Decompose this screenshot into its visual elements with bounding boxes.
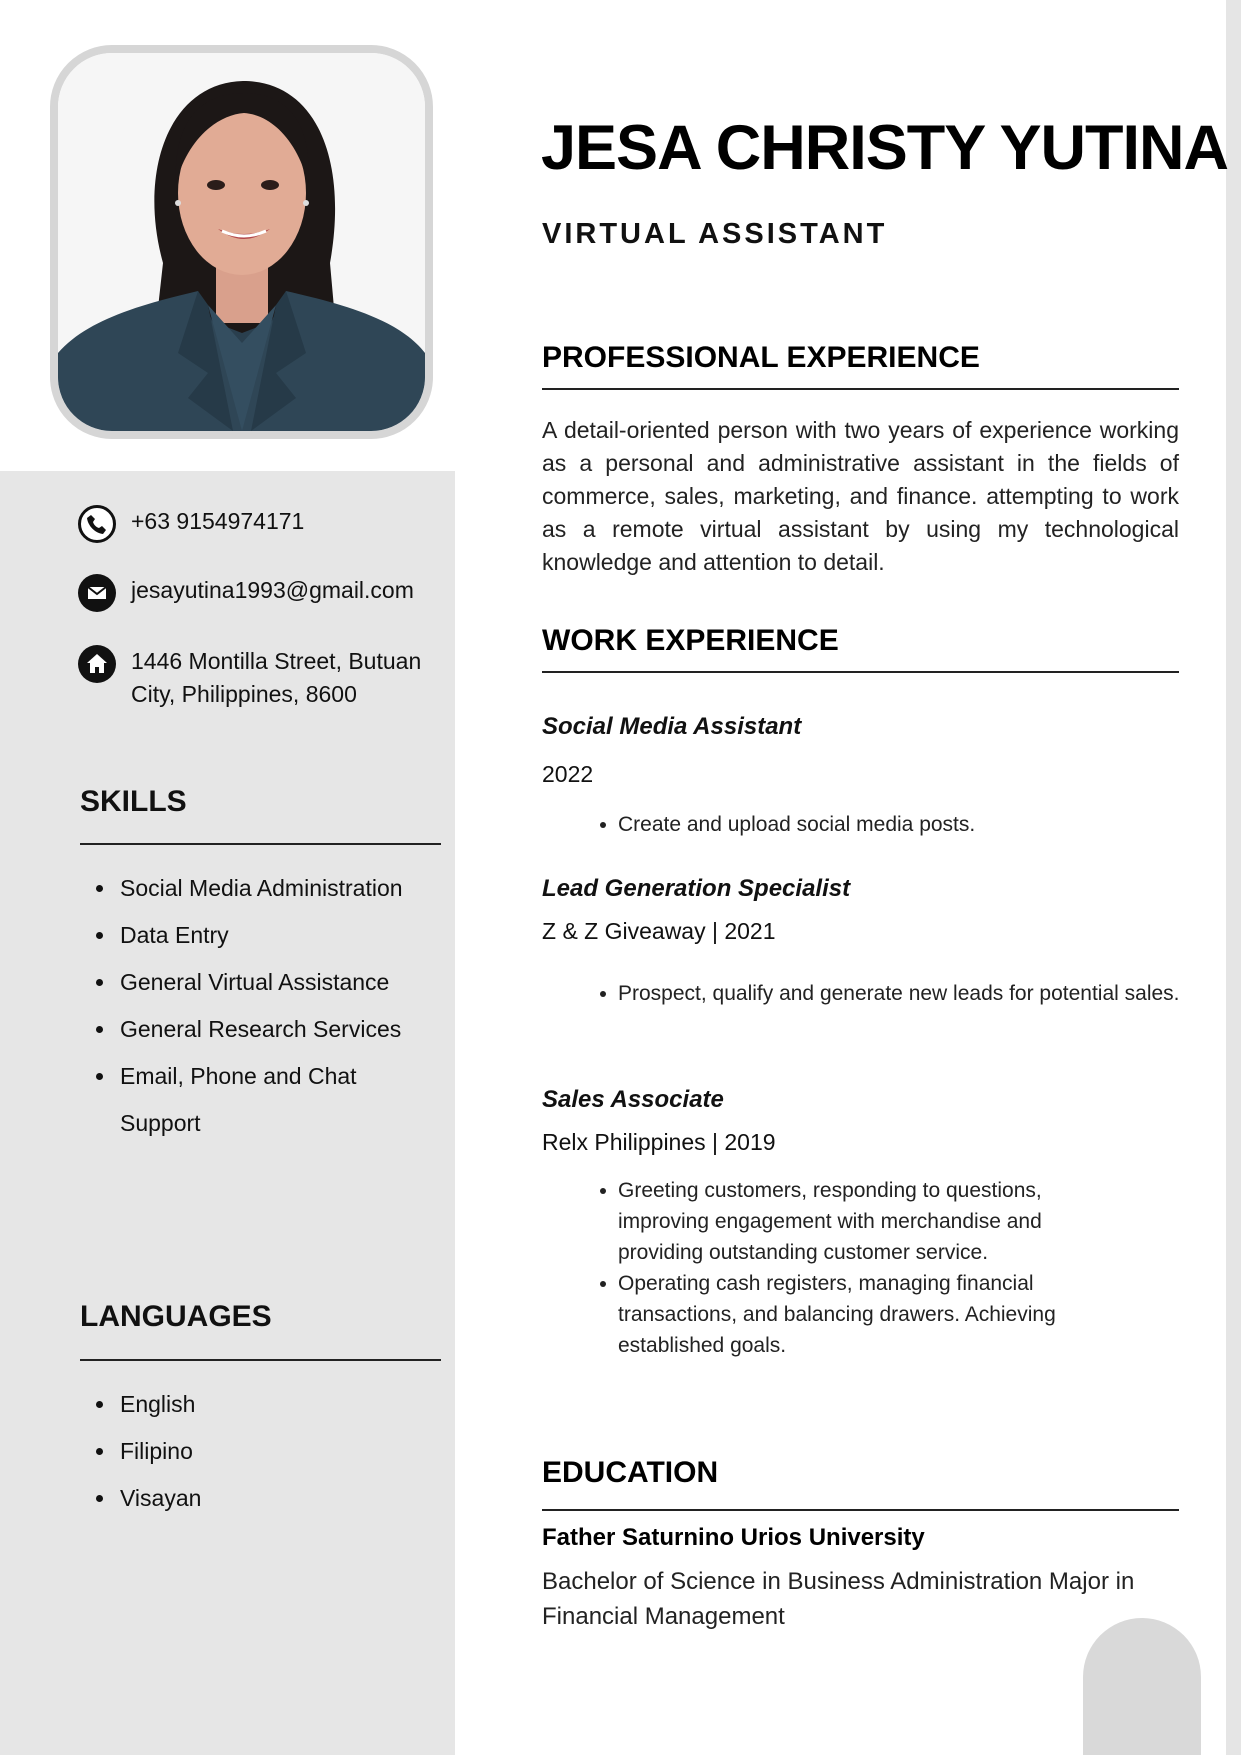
professional-experience-heading: PROFESSIONAL EXPERIENCE — [542, 341, 980, 374]
right-edge-strip — [1226, 0, 1241, 1755]
languages-divider — [80, 1359, 441, 1361]
contact-address — [78, 645, 438, 745]
phone-number[interactable]: +63 9154974171 — [131, 508, 305, 534]
job-bullets — [600, 972, 1180, 1016]
email-address[interactable]: jesayutina1993@gmail.com — [131, 577, 414, 603]
portrait-illustration — [58, 53, 425, 431]
job-bullet: Prospect, qualify and generate new leads for potential sales. — [600, 972, 1180, 1016]
education-heading: EDUCATION — [542, 1456, 719, 1489]
degree: Bachelor of Science in Business Administration Major in Financial Management — [542, 1568, 1135, 1630]
language-item: English — [80, 1381, 440, 1428]
job-meta: Z & Z Giveaway | 2021 — [542, 918, 776, 944]
job-bullets — [600, 803, 1180, 847]
skills-divider — [80, 843, 441, 845]
professional-experience-divider — [542, 388, 1179, 390]
job-meta: 2022 — [542, 761, 594, 787]
work-experience-divider — [542, 671, 1179, 673]
job-title: Lead Generation Specialist — [542, 875, 851, 902]
languages-heading: LANGUAGES — [80, 1300, 272, 1333]
home-icon — [78, 645, 116, 683]
home-address: 1446 Montilla Street, Butuan City, Philippines, 8600 — [131, 648, 422, 707]
skill-item: General Research Services — [80, 1006, 440, 1053]
language-item: Filipino — [80, 1428, 440, 1475]
skills-heading: SKILLS — [80, 785, 187, 818]
candidate-name: JESA CHRISTY YUTINA — [541, 113, 1228, 183]
job-bullet: Operating cash registers, managing financial transactions, and balancing drawers. Achieving established goals. — [600, 1268, 1100, 1361]
mail-icon — [78, 574, 116, 612]
contact-email — [78, 574, 438, 614]
skill-item: General Virtual Assistance — [80, 959, 440, 1006]
job-meta: Relx Philippines | 2019 — [542, 1129, 776, 1155]
languages-list — [80, 1381, 440, 1522]
job-title: Social Media Assistant — [542, 713, 802, 740]
profile-photo — [50, 45, 433, 439]
professional-summary: A detail-oriented person with two years of experience working as a personal and administrative assistant in the fields of commerce, sales, marketing, and finance. attempting to work as a remote virtual assistant by using my technological knowledge and attention to detail. — [542, 417, 1179, 575]
job-bullet: Greeting customers, responding to questions, improving engagement with merchandise and providing outstanding customer service. — [600, 1175, 1100, 1268]
phone-icon — [78, 505, 116, 543]
candidate-role: VIRTUAL ASSISTANT — [542, 218, 888, 250]
education-divider — [542, 1509, 1179, 1511]
work-experience-heading: WORK EXPERIENCE — [542, 624, 839, 657]
skill-item: Social Media Administration — [80, 865, 440, 912]
job-bullet: Create and upload social media posts. — [600, 803, 1180, 847]
skills-list — [80, 865, 440, 1147]
school-name: Father Saturnino Urios University — [542, 1524, 925, 1551]
job-bullets — [600, 1175, 1100, 1361]
job-title: Sales Associate — [542, 1086, 724, 1113]
contact-phone — [78, 505, 438, 545]
decorative-arch — [1083, 1618, 1201, 1755]
language-item: Visayan — [80, 1475, 440, 1522]
skill-item: Email, Phone and Chat Support — [80, 1053, 440, 1147]
skill-item: Data Entry — [80, 912, 440, 959]
